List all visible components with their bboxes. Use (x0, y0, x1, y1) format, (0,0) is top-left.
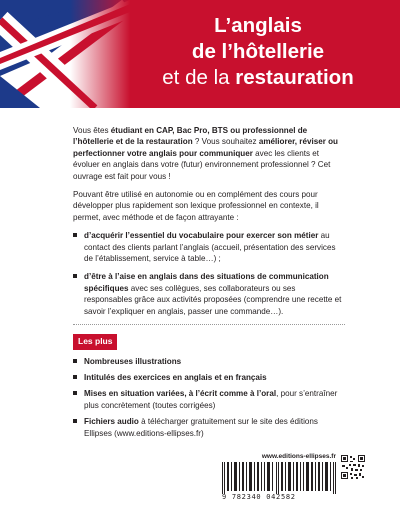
union-jack-flag-icon (0, 0, 130, 108)
bullet-text: avec ses collègues, ses collaborateurs ou ses responsables grâce aux activités proposées (comprendre une recette et savoir l’expliquer en anglais, passer une commande…). (84, 283, 342, 316)
bullet-bold: d’être à l’aise en anglais dans des situations de communication spécifiques (84, 272, 329, 293)
intro-p1-e: avec les clients et évoluer en anglais dans votre (futur) environnement professionnel ? Cet ouvrage est fait pour vous ! (73, 148, 331, 181)
bullet-text: au contact des clients parlant l’anglais (accueil, présentation des services de l’établissement, service à table…) ; (84, 231, 336, 264)
bullet-bold: d’acquérir l’essentiel du vocabulaire pour exercer son métier (84, 231, 319, 241)
intro-p1-b: étudiant en CAP, Bac Pro, BTS ou professionnel de l’hôtellerie et de la restauration (73, 126, 308, 147)
intro-paragraph-1 (73, 125, 345, 182)
title-line-2: de l’hôtellerie (191, 40, 325, 63)
plus-item-text: à télécharger gratuitement sur le site des éditions Ellipses (www.editions-ellipses.fr) (84, 417, 318, 438)
intro-p1-a: Vous êtes (73, 126, 111, 135)
publisher-url[interactable]: www.editions-ellipses.fr (261, 453, 336, 460)
barcode-icon (220, 462, 338, 494)
title-line-3-prefix: et de la (162, 66, 236, 89)
plus-item (73, 416, 345, 439)
title-line-3 (138, 65, 378, 91)
isbn-number: 9 782340 042582 (222, 493, 296, 501)
title-line-1: L’anglais (214, 14, 302, 37)
plus-item-text: , pour s’entraîner plus concrètement (toutes corrigées) (84, 389, 338, 410)
benefit-bullet (73, 230, 345, 264)
intro-paragraph-2: Pouvant être utilisé en autonomie ou en complément des cours pour développer plus rapidement son lexique professionnel en contexte, il permet, avec méthode et de façon attrayante : (73, 190, 319, 222)
plus-item-bold: Nombreuses illustrations (84, 356, 182, 366)
title-line-3-bold: restauration (235, 66, 354, 89)
plus-item (73, 372, 345, 383)
qr-code-icon[interactable] (341, 455, 365, 479)
plus-item-bold: Mises en situation variées, à l’écrit comme à l’oral (84, 389, 277, 399)
plus-item-bold: Intitulés des exercices en anglais et en français (84, 372, 267, 382)
plus-item (73, 388, 345, 411)
plus-item (73, 356, 345, 367)
book-title (138, 13, 378, 91)
cover-header (0, 0, 400, 108)
benefit-bullet (73, 271, 345, 317)
back-cover-text (73, 125, 345, 444)
plus-label-badge: Les plus (73, 334, 117, 349)
plus-item-bold: Fichiers audio (84, 417, 139, 427)
divider (73, 324, 345, 325)
intro-p1-c: ? Vous souhaitez (192, 137, 259, 147)
intro-p1-d: améliorer, réviser ou perfectionner votre anglais pour communiquer (73, 137, 338, 158)
